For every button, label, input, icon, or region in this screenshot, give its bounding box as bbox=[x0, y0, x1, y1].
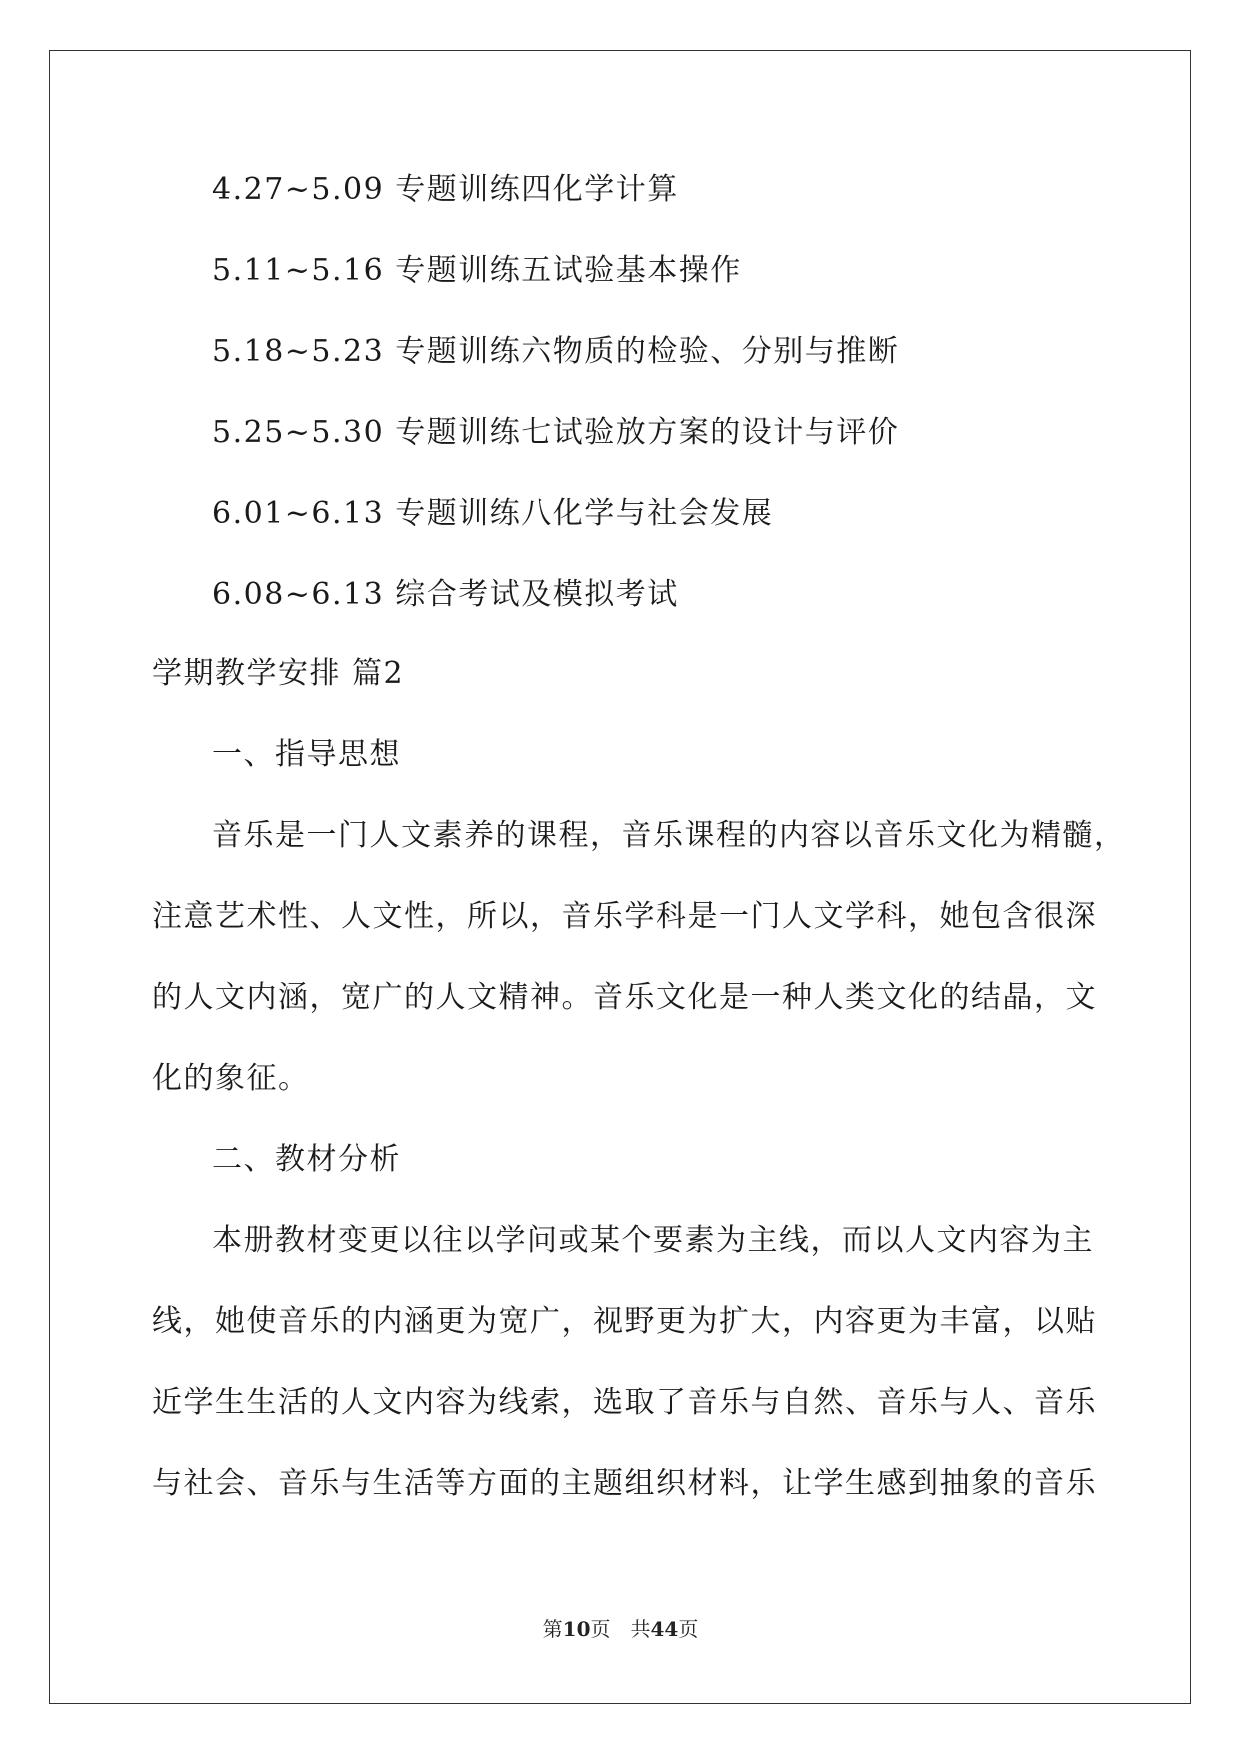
total-page-count: 44 bbox=[650, 1617, 679, 1641]
footer-middle: 页 共 bbox=[590, 1617, 651, 1641]
schedule-item: 4.27~5.09 专题训练四化学计算 bbox=[212, 172, 679, 207]
schedule-item: 5.11~5.16 专题训练五试验基本操作 bbox=[212, 253, 742, 288]
section-heading: 学期教学安排 篇2 bbox=[152, 656, 405, 691]
footer-suffix: 页 bbox=[678, 1617, 699, 1641]
schedule-item: 5.25~5.30 专题训练七试验放方案的设计与评价 bbox=[212, 415, 900, 450]
page-number-footer bbox=[0, 1617, 1241, 1641]
paragraph-line: 音乐是一门人文素养的课程，音乐课程的内容以音乐文化为精髓， bbox=[212, 818, 1126, 853]
paragraph-line: 线，她使音乐的内涵更为宽广，视野更为扩大，内容更为丰富，以贴 bbox=[152, 1304, 1097, 1339]
page-border bbox=[49, 50, 1191, 1704]
current-page-number: 10 bbox=[562, 1617, 591, 1641]
footer-prefix: 第 bbox=[542, 1617, 563, 1641]
paragraph-line: 与社会、音乐与生活等方面的主题组织材料，让学生感到抽象的音乐 bbox=[152, 1466, 1097, 1501]
schedule-item: 5.18~5.23 专题训练六物质的检验、分别与推断 bbox=[212, 334, 900, 369]
subheading-textbook-analysis: 二、教材分析 bbox=[212, 1142, 401, 1177]
schedule-item: 6.01~6.13 专题训练八化学与社会发展 bbox=[212, 496, 774, 531]
paragraph-line: 化的象征。 bbox=[152, 1061, 310, 1096]
paragraph-line: 注意艺术性、人文性，所以，音乐学科是一门人文学科，她包含很深 bbox=[152, 899, 1097, 934]
paragraph-line: 的人文内涵，宽广的人文精神。音乐文化是一种人类文化的结晶，文 bbox=[152, 980, 1097, 1015]
paragraph-line: 本册教材变更以往以学问或某个要素为主线，而以人文内容为主 bbox=[212, 1223, 1094, 1258]
subheading-guiding-thought: 一、指导思想 bbox=[212, 737, 401, 772]
paragraph-line: 近学生生活的人文内容为线索，选取了音乐与自然、音乐与人、音乐 bbox=[152, 1385, 1097, 1420]
schedule-item: 6.08~6.13 综合考试及模拟考试 bbox=[212, 577, 679, 612]
